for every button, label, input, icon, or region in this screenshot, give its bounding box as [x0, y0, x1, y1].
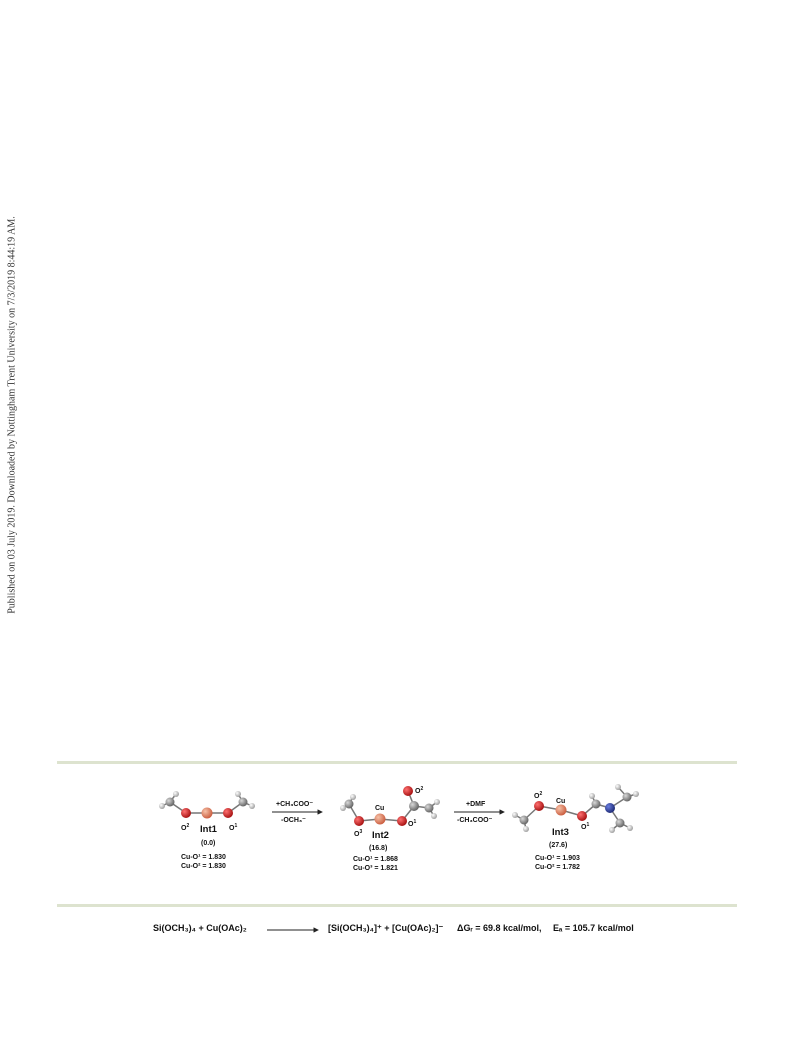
int1-name: Int1	[200, 824, 217, 835]
int3-h-atom	[615, 784, 621, 790]
int3-n-atom	[605, 803, 615, 813]
int3-o2-atom	[534, 801, 544, 811]
int2-h-atom	[431, 813, 437, 819]
int1-cu-atom	[202, 808, 213, 819]
int1-h-atom	[235, 791, 241, 797]
svg-text:O3: $O^3$	[354, 829, 363, 838]
int3-h-atom	[633, 791, 639, 797]
int2-o3-atom	[354, 816, 364, 826]
int2-h-atom	[434, 799, 440, 805]
int1-h-atom	[173, 791, 179, 797]
int1-c-atom	[239, 798, 248, 807]
int2-o2-label: O	[415, 788, 421, 795]
int3-o2-label: O	[534, 793, 540, 800]
svg-text:O1: $O^1$	[581, 822, 590, 831]
int2-o3-label: O	[354, 831, 360, 838]
int2-c-atom	[425, 804, 434, 813]
int1-bond-2: Cu-O² = 1.830	[181, 863, 226, 870]
int3-h-atom	[589, 793, 595, 799]
arrow1-bottom-label: -OCH₃⁻	[281, 817, 306, 824]
equation-delta-g: ΔGᵣ = 69.8 kcal/mol,	[457, 923, 542, 933]
download-notice-text: Published on 03 July 2019. Downloaded by Nottingham Trent University on 7/3/2019 8:44:19 AM.	[6, 216, 18, 614]
int1-o1-atom	[223, 808, 233, 818]
svg-text:O2: $O^2$	[415, 786, 424, 795]
equation-products: [Si(OCH₃)₄]⁺ + [Cu(OAc)₂]⁻	[328, 923, 444, 933]
svg-text:O1: $O^1$	[408, 819, 417, 828]
int2-c-atom	[345, 800, 354, 809]
int2-name: Int2	[372, 830, 389, 841]
int1-o1-label: O	[229, 825, 235, 832]
int2-bond-1: Cu-O¹ = 1.868	[353, 856, 398, 863]
int1-c-atom	[166, 798, 175, 807]
int2-c-atom	[409, 801, 419, 811]
int2-o2-atom	[403, 786, 413, 796]
int3-energy: (27.6)	[549, 842, 568, 849]
int2-o1-label: O	[408, 821, 414, 828]
int2-cu-label: Cu	[375, 805, 385, 812]
equation-activation-energy: Eₐ = 105.7 kcal/mol	[553, 923, 634, 933]
int2-bond-2: Cu-O³ = 1.821	[353, 865, 398, 872]
int3-c-atom	[623, 793, 632, 802]
int2-cu-atom	[375, 814, 386, 825]
int3-h-atom	[512, 812, 518, 818]
int3-bond-2: Cu-O² = 1.782	[535, 864, 580, 871]
svg-text:O2: $O^2$	[181, 823, 190, 832]
int3-c-atom	[592, 800, 601, 809]
int3-h-atom	[523, 826, 529, 832]
int2-energy: (16.8)	[369, 845, 388, 852]
arrow2-top-label: +DMF	[466, 801, 486, 808]
int3-h-atom	[609, 827, 615, 833]
arrow1-top-label: +CH₃COO⁻	[276, 801, 314, 808]
int2-o1-atom	[397, 816, 407, 826]
int1-energy: (0.0)	[201, 840, 216, 847]
int3-o1-label: O	[581, 824, 587, 831]
int3-cu-atom	[556, 805, 567, 816]
svg-text:O2: $O^2$	[534, 791, 543, 800]
int1-bond-1: Cu-O¹ = 1.830	[181, 854, 226, 861]
int3-o1-atom	[577, 811, 587, 821]
int3-bond-1: Cu-O¹ = 1.903	[535, 855, 580, 862]
equation-reactants: Si(OCH₃)₄ + Cu(OAc)₂	[153, 923, 247, 933]
int1-o2-atom	[181, 808, 191, 818]
int1-o2-label: O	[181, 825, 187, 832]
svg-text:O1: $O^1$	[229, 823, 238, 832]
arrow2-bottom-label: -CH₃COO⁻	[457, 817, 493, 824]
int3-cu-label: Cu	[556, 798, 566, 805]
int3-c-atom	[616, 819, 625, 828]
int3-c-atom	[520, 816, 529, 825]
int2-h-atom	[350, 794, 356, 800]
int3-h-atom	[627, 825, 633, 831]
int1-h-atom	[159, 803, 165, 809]
int1-h-atom	[249, 803, 255, 809]
int3-name: Int3	[552, 827, 569, 838]
